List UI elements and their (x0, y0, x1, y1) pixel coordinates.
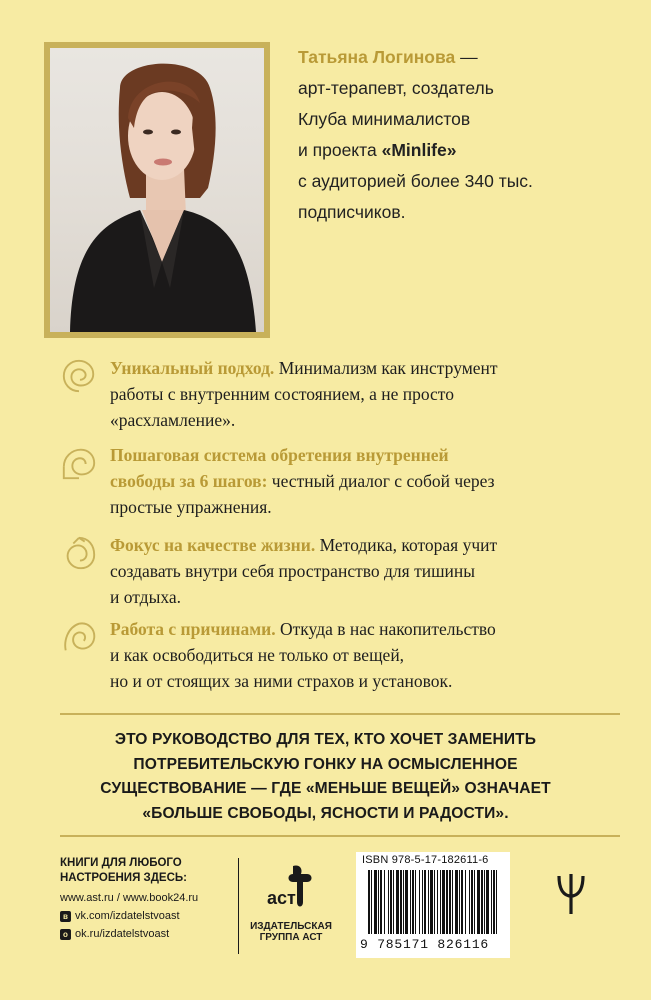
barcode-bar (493, 870, 495, 934)
feature-4-text-3: но и от стоящих за ними страхов и установок. (110, 671, 453, 691)
barcode-bars (366, 870, 502, 936)
barcode-bar (410, 870, 411, 934)
feature-1-text-3: «расхламление». (110, 410, 236, 430)
tagline-line-2: ПОТРЕБИТЕЛЬСКУЮ ГОНКУ НА ОСМЫСЛЕННОЕ (133, 755, 518, 773)
barcode-bar (374, 870, 377, 934)
footer-ok-text: ok.ru/izdatelstvoast (75, 928, 170, 940)
barcode-bar (471, 870, 473, 934)
tagline (40, 728, 611, 826)
footer-links (60, 856, 230, 943)
author-dash: — (460, 47, 478, 67)
barcode-bar (484, 870, 485, 934)
author-project-name: «Minlife» (381, 140, 457, 160)
author-photo-frame (44, 42, 270, 338)
spiral-shell-icon (60, 357, 98, 395)
ok-icon: о (60, 929, 71, 940)
tagline-line-1: ЭТО РУКОВОДСТВО ДЛЯ ТЕХ, КТО ХОЧЕТ ЗАМЕНИТЬ (114, 731, 537, 748)
divider-bottom (60, 835, 620, 837)
feature-4-text-1: Откуда в нас накопительство (280, 619, 496, 639)
feature-item-unique-approach (60, 355, 498, 433)
barcode-bar (424, 870, 426, 934)
publisher-name-2: ГРУППА АСТ (259, 932, 323, 943)
barcode-bar (491, 870, 492, 934)
barcode-bar (455, 870, 458, 934)
author-bio-line-1 (298, 42, 628, 73)
barcode-bar (388, 870, 389, 934)
barcode-bar (368, 870, 370, 934)
tagline-line-4: «БОЛЬШЕ СВОБОДЫ, ЯСНОСТИ И РАДОСТИ». (142, 804, 509, 822)
barcode-digits: 9 785171 826116 (360, 937, 490, 952)
barcode-bar (422, 870, 423, 934)
feature-1-text-2: работы с внутренним состоянием, а не просто (110, 384, 454, 404)
divider-top (60, 713, 620, 715)
barcode-bar (465, 870, 466, 934)
barcode-bar (380, 870, 382, 934)
author-photo (50, 48, 264, 332)
feature-2-text-2: честный диалог с собой через (271, 471, 495, 491)
ast-logo-icon (263, 862, 319, 912)
feature-3-highlight: Фокус на качестве жизни. (110, 535, 316, 555)
feature-2-highlight-1: Пошаговая система обретения внутренней (110, 445, 449, 465)
barcode-bar (446, 870, 448, 934)
barcode-bar (412, 870, 414, 934)
footer-websites-link[interactable]: www.ast.ru / www.book24.ru (60, 892, 199, 904)
feature-item-root-causes (60, 616, 496, 694)
barcode-bar (452, 870, 453, 934)
feature-item-step-system (60, 442, 495, 520)
vk-icon: в (60, 911, 71, 922)
feature-2-highlight-2: свободы за 6 шагов: (110, 471, 268, 491)
author-bio-line-2: арт-терапевт, создатель (298, 78, 494, 98)
publisher-name-1: ИЗДАТЕЛЬСКАЯ (250, 921, 332, 932)
feature-1-highlight: Уникальный подход. (110, 358, 275, 378)
footer-heading-2: НАСТРОЕНИЯ ЗДЕСЬ: (60, 872, 187, 884)
tagline-line-3: СУЩЕСТВОВАНИЕ — ГДЕ «МЕНЬШЕ ВЕЩЕЙ» ОЗНАЧАЕТ (100, 780, 551, 797)
feature-item-quality-of-life (60, 532, 497, 610)
footer-ok-link[interactable] (60, 925, 230, 943)
publisher-logo-text: аст (267, 888, 296, 908)
author-bio-line-6: подписчиков. (298, 202, 406, 222)
barcode-bar (449, 870, 451, 934)
barcode-bar (469, 870, 470, 934)
barcode-bar (481, 870, 483, 934)
barcode-bar (428, 870, 429, 934)
publisher-logo (246, 862, 336, 943)
author-bio-line-3: Клуба минималистов (298, 109, 471, 129)
barcode-bar (486, 870, 489, 934)
feature-2-text-3: простые упражнения. (110, 497, 272, 517)
barcode-bar (419, 870, 420, 934)
isbn-barcode (356, 852, 510, 958)
barcode-bar (400, 870, 402, 934)
spiral-shell-icon (60, 444, 98, 482)
barcode-bar (461, 870, 463, 934)
isbn-label: ISBN 978-5-17-182611-6 (362, 854, 489, 866)
barcode-bar (474, 870, 475, 934)
feature-3-text-3: и отдыха. (110, 587, 181, 607)
barcode-bar (396, 870, 399, 934)
feature-4-text-2: и как освободиться не только от вещей, (110, 645, 405, 665)
barcode-bar (384, 870, 385, 934)
barcode-bar (430, 870, 433, 934)
barcode-bar (477, 870, 480, 934)
barcode-bar (393, 870, 394, 934)
author-bio-line-5: с аудиторией более 340 тыс. (298, 171, 533, 191)
author-bio (298, 42, 628, 228)
barcode-bar (434, 870, 435, 934)
barcode-bar (459, 870, 460, 934)
spiral-shell-icon (60, 618, 98, 656)
barcode-bar (440, 870, 441, 934)
footer-vk-link[interactable] (60, 907, 230, 925)
psi-icon (556, 872, 586, 916)
footer-heading-1: КНИГИ ДЛЯ ЛЮБОГО (60, 857, 182, 869)
barcode-bar (403, 870, 404, 934)
footer-vk-text: vk.com/izdatelstvoast (75, 910, 180, 922)
author-name: Татьяна Логинова (298, 47, 456, 67)
feature-3-text-1: Методика, которая учит (319, 535, 498, 555)
barcode-bar (437, 870, 438, 934)
barcode-bar (371, 870, 372, 934)
barcode-bar (378, 870, 379, 934)
spiral-shell-icon (60, 534, 98, 572)
barcode-bar (390, 870, 392, 934)
barcode-bar (415, 870, 416, 934)
feature-1-text-1: Минимализм как инструмент (278, 358, 498, 378)
author-bio-project-prefix: и проекта (298, 140, 377, 160)
barcode-bar (496, 870, 497, 934)
barcode-bar (405, 870, 408, 934)
barcode-bar (442, 870, 445, 934)
author-bio-line-4 (298, 135, 628, 166)
footer-divider (238, 858, 239, 954)
feature-4-highlight: Работа с причинами. (110, 619, 276, 639)
feature-3-text-2: создавать внутри себя пространство для тишины (110, 561, 476, 581)
